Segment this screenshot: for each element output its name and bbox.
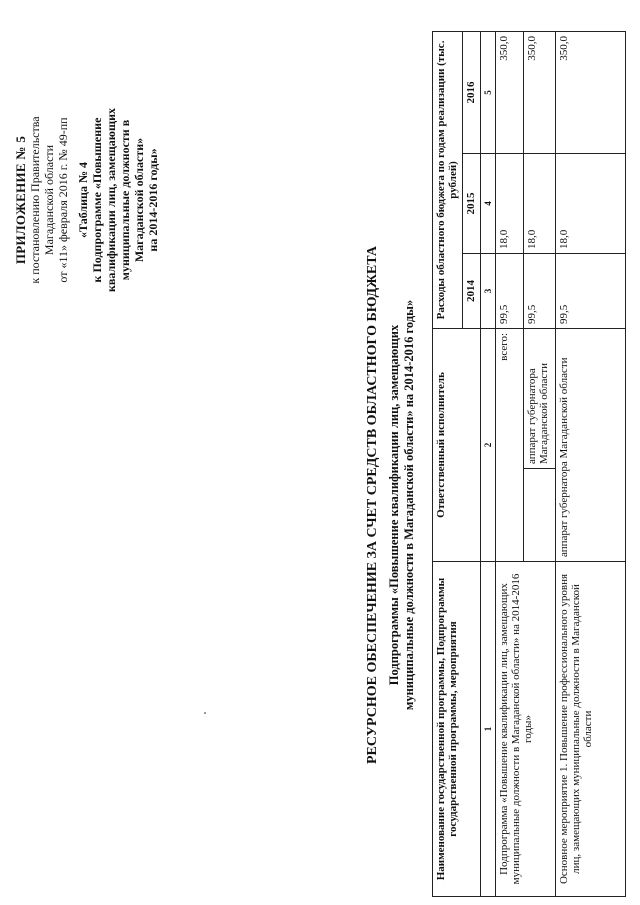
table-reference: «Таблица № 4 bbox=[76, 161, 90, 239]
column-number: 3 bbox=[481, 253, 496, 328]
table-numbering-row bbox=[481, 31, 496, 896]
table-header-row bbox=[433, 31, 463, 896]
appendix-line: к постановлению Правительства bbox=[28, 116, 42, 284]
column-number: 2 bbox=[481, 328, 496, 561]
table-row bbox=[556, 31, 626, 896]
blank-cell bbox=[524, 469, 556, 562]
header-executor: Ответственный исполнитель bbox=[433, 328, 481, 561]
table-row bbox=[496, 31, 524, 896]
column-number: 1 bbox=[481, 562, 496, 897]
subtitle-line: Подпрограммы «Повышение квалификации лиц, замещающих bbox=[387, 324, 401, 686]
column-number: 4 bbox=[481, 153, 496, 253]
value-cell: 350,0 bbox=[496, 31, 524, 153]
header-name: Наименование государственной программы, Подпрограммы государственной программы, мероприятия bbox=[433, 562, 481, 897]
year-cell: 2015 bbox=[463, 153, 481, 253]
row-executor: аппарат губернатора Магаданской области bbox=[556, 328, 626, 561]
appendix-sub-line: квалификации лиц, замещающих bbox=[104, 107, 118, 293]
appendix-sub-line: муниципальные должности в bbox=[118, 119, 132, 281]
appendix-heading: ПРИЛОЖЕНИЕ № 5 bbox=[13, 135, 28, 265]
year-cell: 2016 bbox=[463, 31, 481, 153]
value-cell: 18,0 bbox=[556, 153, 626, 253]
appendix-sub-line: Магаданской области» bbox=[132, 137, 146, 263]
subtitle-line: муниципальные должности в Магаданской области» на 2014-2016 годы» bbox=[402, 299, 416, 711]
appendix-sub-line: к Подпрограмме «Повышение bbox=[90, 117, 104, 283]
header-expenses: Расходы областного бюджета по годам реализации (тыс. рублей) bbox=[433, 31, 463, 328]
column-number: 5 bbox=[481, 31, 496, 153]
document-subtitle bbox=[387, 225, 417, 785]
year-cell: 2014 bbox=[463, 253, 481, 328]
value-cell: 99,5 bbox=[496, 253, 524, 328]
value-cell: 350,0 bbox=[524, 31, 556, 153]
value-cell: 18,0 bbox=[496, 153, 524, 253]
value-cell: 18,0 bbox=[524, 153, 556, 253]
appendix-line: Магаданской области bbox=[42, 144, 56, 256]
appendix-line: от «11» февраля 2016 г. № 49-пп bbox=[56, 117, 70, 283]
row-name: Основное мероприятие 1. Повышение профессионального уровня лиц, замещающих муниципальные должности в Магаданской области bbox=[556, 562, 626, 897]
resource-table bbox=[432, 31, 626, 897]
document-title: РЕСУРСНОЕ ОБЕСПЕЧЕНИЕ ЗА СЧЕТ СРЕДСТВ ОБЛАСТНОГО БЮДЖЕТА bbox=[365, 245, 380, 765]
row-name: Подпрограмма «Повышение квалификации лиц, замещающих муниципальные должности в Магаданской области» на 2014-2016 годы» bbox=[496, 562, 556, 897]
appendix-sub-line: на 2014-2016 годы» bbox=[146, 148, 160, 252]
value-cell: 99,5 bbox=[556, 253, 626, 328]
appendix-block bbox=[14, 30, 160, 370]
value-cell: 350,0 bbox=[556, 31, 626, 153]
row-executor: всего: bbox=[496, 328, 524, 561]
value-cell: 99,5 bbox=[524, 253, 556, 328]
row-executor: аппарат губернатора Магаданской области bbox=[524, 328, 556, 468]
